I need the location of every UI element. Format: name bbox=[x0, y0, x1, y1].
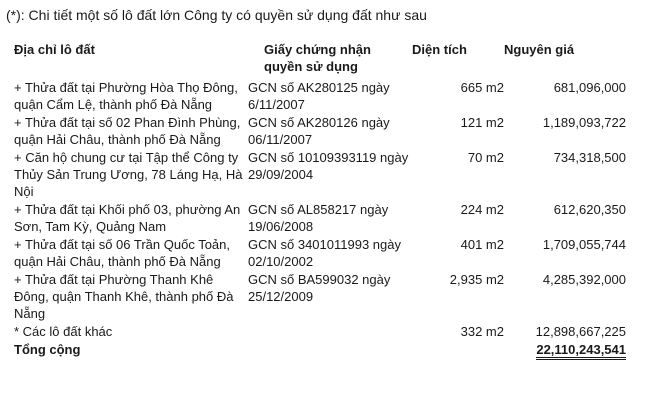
row-cost: 12,898,667,225 bbox=[535, 324, 626, 339]
row-location: + Thửa đất tại Phường Thanh Khê Đông, quận Thanh Khê, thành phố Đà Nẵng bbox=[14, 272, 234, 321]
row-certificate: GCN số BA599032 ngày 25/12/2009 bbox=[248, 272, 391, 304]
row-area: 401 m2 bbox=[460, 237, 504, 252]
row-cost: 612,620,350 bbox=[553, 202, 626, 217]
total-spacer bbox=[412, 341, 504, 360]
intro-note: (*): Chi tiết một số lô đất lớn Công ty có quyền sử dụng đất như sau bbox=[6, 7, 427, 23]
land-lots-table bbox=[14, 41, 626, 360]
row-certificate: GCN số AK280125 ngày 6/11/2007 bbox=[248, 80, 390, 112]
row-cost: 1,189,093,722 bbox=[542, 115, 626, 130]
total-label: Tổng cộng bbox=[14, 342, 81, 357]
total-spacer bbox=[248, 341, 412, 360]
row-area: 121 m2 bbox=[460, 115, 504, 130]
row-area: 332 m2 bbox=[460, 324, 504, 339]
row-certificate: GCN số AK280126 ngày 06/11/2007 bbox=[248, 115, 390, 147]
row-area: 224 m2 bbox=[460, 202, 504, 217]
row-certificate: GCN số 10109393119 ngày 29/09/2004 bbox=[248, 150, 409, 182]
header-certificate: Giấy chứng nhận quyền sử dụng bbox=[264, 42, 371, 74]
row-certificate: GCN số 3401011993 ngày 02/10/2002 bbox=[248, 237, 401, 269]
row-location: + Thửa đất tại số 02 Phan Đình Phùng, quận Hải Châu, thành phố Đà Nẵng bbox=[14, 115, 241, 147]
row-location: + Thửa đất tại số 06 Trần Quốc Toản, quận Hải Châu, thành phố Đà Nẵng bbox=[14, 237, 230, 269]
row-area: 2,935 m2 bbox=[449, 272, 504, 287]
table-row bbox=[14, 236, 626, 271]
table-row bbox=[14, 323, 626, 341]
table-row bbox=[14, 79, 626, 114]
row-area: 665 m2 bbox=[460, 80, 504, 95]
table-header-row bbox=[14, 41, 626, 79]
row-location: + Căn hộ chung cư tại Tập thể Công ty Thủy Sản Trung Ương, 78 Láng Hạ, Hà Nội bbox=[14, 150, 243, 199]
row-certificate: GCN số AL858217 ngày 19/06/2008 bbox=[248, 202, 389, 234]
row-cost: 4,285,392,000 bbox=[542, 272, 626, 287]
row-area: 70 m2 bbox=[467, 150, 504, 165]
total-value: 22,110,243,541 bbox=[536, 342, 626, 360]
total-row bbox=[14, 341, 626, 360]
header-location: Địa chỉ lô đất bbox=[14, 42, 95, 57]
row-cost: 1,709,055,744 bbox=[542, 237, 626, 252]
table-row bbox=[14, 149, 626, 201]
total-cell bbox=[504, 341, 626, 360]
row-certificate bbox=[248, 323, 412, 341]
table-row bbox=[14, 201, 626, 236]
table-row bbox=[14, 271, 626, 323]
header-cost: Nguyên giá bbox=[504, 42, 575, 57]
table-row bbox=[14, 114, 626, 149]
header-area: Diện tích bbox=[412, 42, 467, 57]
row-location: + Thửa đất tại Phường Hòa Thọ Đông, quận Cẩm Lệ, thành phố Đà Nẵng bbox=[14, 80, 238, 112]
row-location: + Thửa đất tại Khối phố 03, phường An Sơn, Tam Kỳ, Quảng Nam bbox=[14, 202, 241, 234]
row-location: * Các lô đất khác bbox=[14, 324, 113, 339]
row-cost: 681,096,000 bbox=[553, 80, 626, 95]
row-cost: 734,318,500 bbox=[553, 150, 626, 165]
